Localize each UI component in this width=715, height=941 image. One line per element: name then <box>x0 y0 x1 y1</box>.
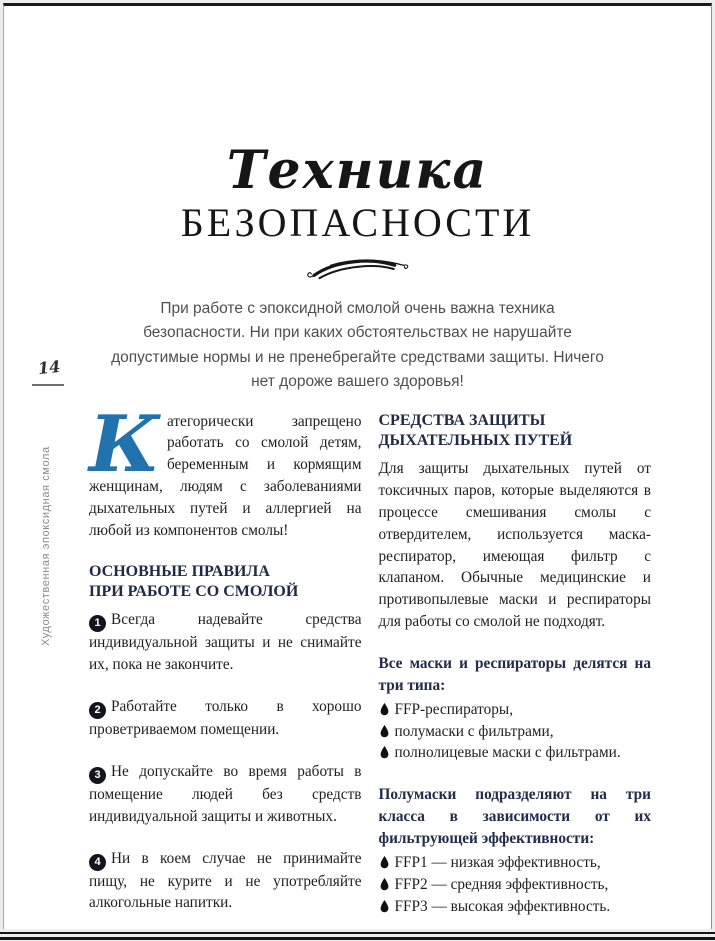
page-number: 14 <box>37 356 62 379</box>
list-item-text: FFP2 — средняя эффективность, <box>394 875 609 893</box>
chapter-title-block <box>4 140 711 283</box>
respiratory-heading-line1: СРЕДСТВА ЗАЩИТЫ <box>378 411 546 429</box>
rule-item-1 <box>89 609 362 676</box>
lead-paragraph <box>89 398 362 542</box>
mask-classes-lead: Полумаски подразделяют на три класса в зависимости от их фильтрующей эффективности: <box>378 786 651 848</box>
list-item <box>379 852 652 874</box>
rule-number-badge: 2 <box>89 702 106 719</box>
respiratory-heading <box>379 411 652 453</box>
sidebar-vertical-title: Художественная эпоксидная смола <box>40 446 52 646</box>
droplet-icon <box>380 856 389 869</box>
chapter-title-caps: БЕЗОПАСНОСТИ <box>180 199 535 245</box>
list-item-text: FFP-респираторы, <box>394 700 514 718</box>
two-column-layout <box>89 398 651 918</box>
page-frame <box>3 3 712 929</box>
flourish-ornament-icon <box>303 255 413 283</box>
droplet-icon <box>380 725 389 738</box>
rule-item-2 <box>89 696 362 741</box>
droplet-icon <box>380 900 389 913</box>
list-item-text: FFP1 — низкая эффективность, <box>394 853 601 871</box>
rule-text: Работайте только в хорошо проветриваемом помещении. <box>89 698 362 738</box>
list-item-text: полумаски с фильтрами, <box>394 722 554 740</box>
book-edge-rules <box>0 929 715 941</box>
list-item <box>379 896 652 918</box>
respiratory-paragraph: Для защиты дыхательных путей от токсичных паров, которые выделяются в процессе смешивания смолы с отвердителем, используется маска-респиратор, имеющая фильтр с клапаном. Обычные медицинские и противопылевые маски и респираторы для работы со смолой не подходят. <box>378 460 651 631</box>
chapter-title-script: Техника <box>226 140 489 201</box>
mask-types-list <box>379 699 652 765</box>
page-number-rule <box>32 384 64 386</box>
rule-text: Не допускайте во время работы в помещение людей без средств индивидуальной защиты и животных. <box>89 762 362 825</box>
rule-text: Ни в коем случае не принимайте пищу, не курите и не употребляйте алкогольные напитки. <box>89 849 362 912</box>
book-edge-rule-thick <box>0 937 715 940</box>
droplet-icon <box>380 703 389 716</box>
droplet-icon <box>380 878 389 891</box>
mask-types-lead: Все маски и респираторы делятся на три типа: <box>378 655 651 694</box>
right-column <box>379 411 652 918</box>
left-column <box>89 398 362 918</box>
list-item <box>379 699 652 721</box>
respiratory-heading-line2: ДЫХАТЕЛЬНЫХ ПУТЕЙ <box>378 432 573 450</box>
rule-item-4 <box>89 848 362 915</box>
rule-item-3 <box>89 761 362 828</box>
rules-heading-line1: ОСНОВНЫЕ ПРАВИЛА <box>89 562 270 580</box>
list-item-text: полнолицевые маски с фильтрами. <box>394 744 621 762</box>
rule-number-badge: 3 <box>89 767 106 784</box>
rules-heading-line2: ПРИ РАБОТЕ СО СМОЛОЙ <box>89 583 299 601</box>
rule-number-badge: 1 <box>89 615 106 632</box>
droplet-icon <box>380 746 389 759</box>
book-edge-rule-thin <box>0 932 715 934</box>
intro-paragraph: При работе с эпоксидной смолой очень важна техника безопасности. Ни при каких обстоятельствах не нарушайте допустимые нормы и не пренебрегайте средствами защиты. Ничего нет дороже вашего здоровья! <box>111 299 604 391</box>
rules-heading <box>89 562 362 604</box>
rule-text: Всегда надевайте средства индивидуальной защиты и не снимайте их, пока не закончите. <box>89 611 362 674</box>
list-item-text: FFP3 — высокая эффективность. <box>394 897 611 915</box>
list-item <box>379 874 652 896</box>
list-item <box>379 742 652 764</box>
lead-paragraph-text: атегорически запрещено работать со смолой детям, беременным и кормящим женщинам, людям с заболеваниями дыхательных путей и аллергией на любой из компонентов смолы! <box>89 412 362 539</box>
rule-number-badge: 4 <box>89 854 106 871</box>
dropcap-letter: К <box>89 398 160 490</box>
list-item <box>379 721 652 743</box>
mask-classes-list <box>379 852 652 918</box>
